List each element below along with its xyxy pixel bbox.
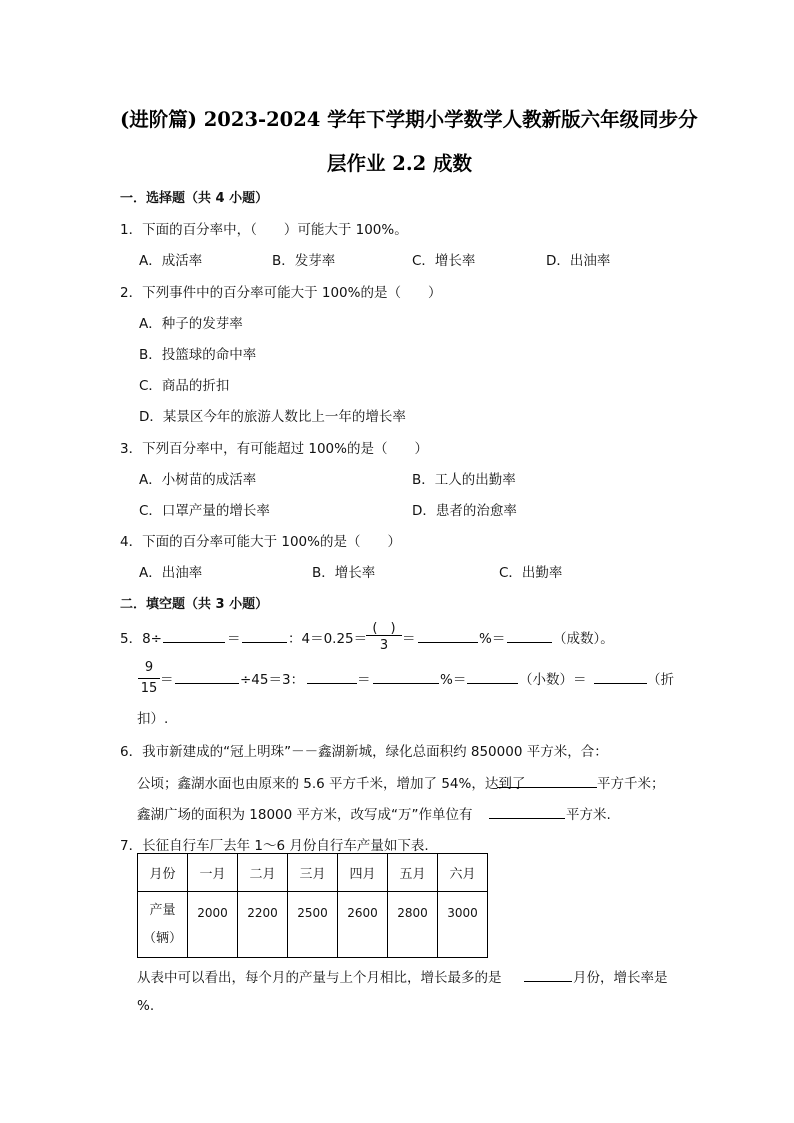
- question-7-stem: 7．长征自行车厂去年 1～6 月份自行车产量如下表.: [120, 838, 429, 854]
- question-3-stem: 3．下列百分率中，有可能超过 100%的是（ ）: [120, 441, 428, 457]
- table-cell: 2800: [388, 892, 438, 958]
- question-2-option-d: D．某景区今年的旅游人数比上一年的增长率: [139, 409, 406, 425]
- question-5-fraction-1-numerator[interactable]: ( ): [372, 621, 396, 636]
- question-2-option-c: C．商品的折扣: [139, 378, 230, 394]
- question-5-fraction-1: [366, 617, 402, 657]
- page-title-line1: (进阶篇) 2023-2024 学年下学期小学数学人教新版六年级同步分: [120, 108, 698, 131]
- table-cell: 2600: [338, 892, 388, 958]
- question-3-option-a: A．小树苗的成活率: [139, 472, 257, 488]
- question-6-blank-3[interactable]: [489, 804, 565, 819]
- question-1-option-a: A．成活率: [139, 253, 203, 269]
- table-row: [138, 892, 488, 958]
- table-header-cell: 月份: [138, 854, 188, 892]
- question-7-follow-c: %.: [137, 998, 155, 1014]
- question-6-blank-2[interactable]: [497, 773, 597, 788]
- question-2-option-b: B．投篮球的命中率: [139, 347, 257, 363]
- question-4-option-b: B．增长率: [312, 565, 376, 581]
- question-5-blank-7[interactable]: [373, 669, 439, 684]
- production-table: [137, 853, 488, 958]
- table-cell: 3000: [438, 892, 488, 958]
- table-header-cell: 三月: [288, 854, 338, 892]
- question-1-stem: 1．下面的百分率中，（ ）可能大于 100%。: [120, 222, 408, 238]
- question-5-prefix: 5．8÷: [120, 631, 162, 647]
- question-2-stem: 2．下列事件中的百分率可能大于 100%的是（ ）: [120, 285, 442, 301]
- question-5-divide-45: ÷45＝3：: [240, 672, 305, 688]
- table-cell: 2500: [288, 892, 338, 958]
- question-5-colon-four: ：4＝0.25＝: [288, 631, 368, 647]
- question-4-stem: 4．下面的百分率可能大于 100%的是（ ）: [120, 534, 401, 550]
- question-5-zhekou-label-b: 扣）.: [137, 711, 169, 727]
- table-row-label: [138, 892, 188, 958]
- question-5-blank-1[interactable]: [163, 628, 225, 643]
- question-3-option-b: B．工人的出勤率: [412, 472, 516, 488]
- question-5-percent-equals: %＝: [479, 631, 506, 647]
- question-5-fraction-1-denominator: 3: [379, 638, 389, 653]
- page-title-line2: 层作业 2.2 成数: [327, 152, 473, 175]
- question-5-blank-3[interactable]: [418, 628, 478, 643]
- table-header-row: [138, 854, 488, 892]
- section-heading-fill: 二．填空题（共 3 小题）: [120, 597, 269, 612]
- row-label-production: 产量: [149, 902, 176, 918]
- table-header-cell: 二月: [238, 854, 288, 892]
- question-5-blank-2[interactable]: [242, 628, 287, 643]
- question-6-line-3a: 鑫湖广场的面积为 18000 平方米，改写成“万”作单位有: [137, 807, 473, 823]
- table-header-cell: 六月: [438, 854, 488, 892]
- question-3-option-c: C．口罩产量的增长率: [139, 503, 270, 519]
- question-5-blank-5[interactable]: [175, 669, 239, 684]
- question-3-option-d: D．患者的治愈率: [412, 503, 517, 519]
- question-7-blank-month[interactable]: [524, 967, 572, 982]
- question-5-equals-4: ＝: [357, 672, 371, 688]
- question-7-follow-a: 从表中可以看出，每个月的产量与上个月相比，增长最多的是: [137, 970, 502, 986]
- section-heading-choice: 一．选择题（共 4 小题）: [120, 191, 269, 206]
- question-6-line-3b: 平方米.: [566, 807, 611, 823]
- question-5-fraction-2-numerator: 9: [144, 660, 154, 675]
- question-5-blank-4[interactable]: [507, 628, 552, 643]
- question-5-equals-3: ＝: [160, 672, 174, 688]
- question-5-fraction-2-denominator: 15: [140, 681, 158, 696]
- question-1-option-c: C．增长率: [412, 253, 476, 269]
- question-2-option-a: A．种子的发芽率: [139, 316, 243, 332]
- question-1-option-b: B．发芽率: [272, 253, 336, 269]
- question-7-follow-b: 月份，增长率是: [573, 970, 668, 986]
- question-5-chengshu-label: （成数）。: [553, 631, 614, 647]
- question-4-option-c: C．出勤率: [499, 565, 563, 581]
- question-6-line-2a: 公顷；鑫湖水面也由原来的 5.6 平方千米，增加了 54%，达到了: [137, 776, 526, 792]
- row-label-unit: （辆）: [142, 930, 182, 946]
- question-5-blank-9[interactable]: [594, 669, 647, 684]
- table-header-cell: 四月: [338, 854, 388, 892]
- table-header-cell: 五月: [388, 854, 438, 892]
- table-cell: 2200: [238, 892, 288, 958]
- question-5-blank-8[interactable]: [467, 669, 518, 684]
- question-5-fraction-2: [138, 660, 160, 700]
- question-5-decimal-label: （小数）＝: [519, 672, 587, 688]
- question-5-fraction-1-bar: [366, 635, 402, 636]
- question-6-line-2b: 平方千米；: [597, 776, 665, 792]
- table-cell: 2000: [188, 892, 238, 958]
- question-5-percent-equals-2: %＝: [440, 672, 467, 688]
- question-5-equals-2: ＝: [402, 631, 416, 647]
- table-header-cell: 一月: [188, 854, 238, 892]
- question-6-line-1: 6．我市新建成的“冠上明珠”－－鑫湖新城，绿化总面积约 850000 平方米，合：: [120, 744, 608, 760]
- question-5-zhekou-label-a: （折: [647, 672, 674, 688]
- question-5-fraction-2-bar: [138, 678, 160, 679]
- question-1-option-d: D．出油率: [546, 253, 611, 269]
- question-5-blank-6[interactable]: [307, 669, 357, 684]
- question-4-option-a: A．出油率: [139, 565, 203, 581]
- question-5-equals-1: ＝: [227, 631, 241, 647]
